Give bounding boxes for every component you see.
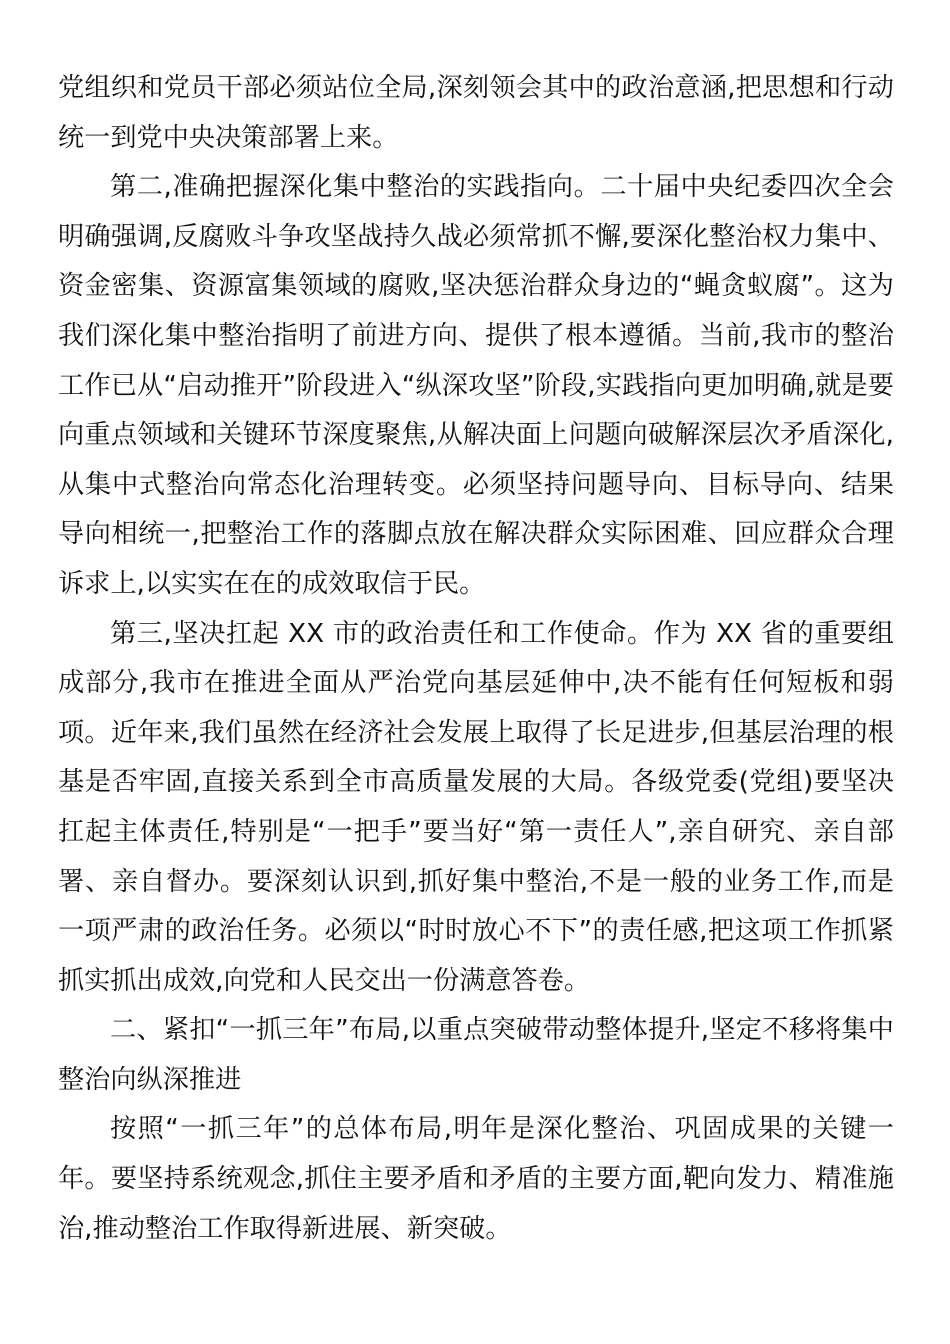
paragraph-section-intro: 按照“一抓三年”的总体布局,明年是深化整治、巩固成果的关键一年。要坚持系统观念,抓住主要矛盾和矛盾的主要方面,靶向发力、精准施治,推动整治工作取得新进展、新突破。 (58, 1114, 894, 1244)
section-heading-two: 二、紧扣“一抓三年”布局,以重点突破带动整体提升,坚定不移将集中整治向纵深推进 (58, 1015, 894, 1095)
paragraph-second-point: 第二,准确把握深化集中整治的实践指向。二十届中央纪委四次全会明确强调,反腐败斗争攻坚战持久战必须常抓不懈,要深化整治权力集中、资金密集、资源富集领域的腐败,坚决惩治群众身边的“蝇贪蚁腐”。这为我们深化集中整治指明了前进方向、提供了根本遵循。当前,我市的整治工作已从“启动推开”阶段进入“纵深攻坚”阶段,实践指向更加明确,就是要向重点领域和关键环节深度聚焦,从解决面上问题向破解深层次矛盾深化,从集中式整治向常态化治理转变。必须坚持问题导向、目标导向、结果导向相统一,把整治工作的落脚点放在解决群众实际困难、回应群众合理诉求上,以实实在在的成效取信于民。 (58, 172, 894, 599)
paragraph-continuation: 党组织和党员干部必须站位全局,深刻领会其中的政治意涵,把思想和行动统一到党中央决策部署上来。 (58, 73, 894, 153)
paragraph-third-point: 第三,坚决扛起 XX 市的政治责任和工作使命。作为 XX 省的重要组成部分,我市在推进全面从严治党向基层延伸中,决不能有任何短板和弱项。近年来,我们虽然在经济社会发展上取得了长足进步,但基层治理的根基是否牢固,直接关系到全市高质量发展的大局。各级党委(党组)要坚决扛起主体责任,特别是“一把手”要当好“第一责任人”,亲自研究、亲自部署、亲自督办。要深刻认识到,抓好集中整治,不是一般的业务工作,而是一项严肃的政治任务。必须以“时时放心不下”的责任感,把这项工作抓紧抓实抓出成效,向党和人民交出一份满意答卷。 (58, 618, 894, 996)
document-page (58, 64, 894, 1254)
